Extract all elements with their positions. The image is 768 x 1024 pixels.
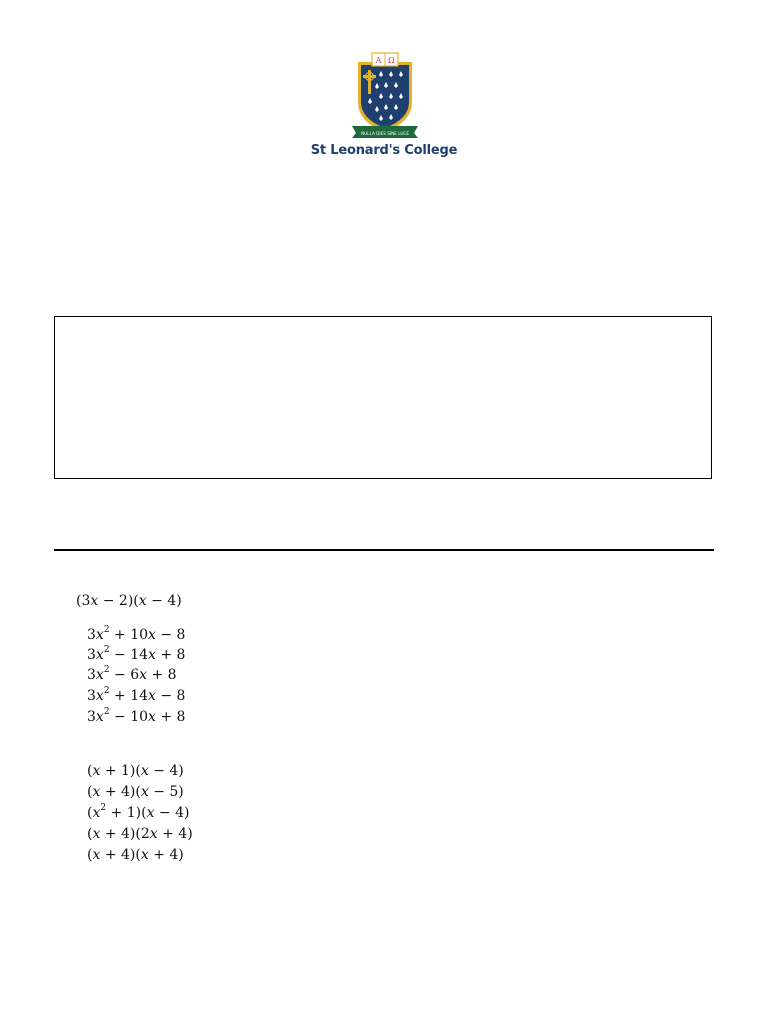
question-2-option[interactable]: $(x^2 + 1)(x - 4)$ [87,803,190,821]
question-2-option[interactable]: (x + 1)(x − 4) [87,763,184,779]
svg-text:NULLA DIES SINE LUCE: NULLA DIES SINE LUCE [360,131,410,136]
question-1-option[interactable]: $3x^2 + 10x - 8$ [87,625,186,643]
svg-text:A: A [375,56,382,65]
question-2-option[interactable]: (x + 4)(2x + 4) [87,826,193,842]
question-1-expression: (3x − 2)(x − 4) [76,593,182,609]
school-name: St Leonard's College [310,143,458,158]
question-1-option[interactable]: $3x^2 + 14x - 8$ [87,686,186,704]
question-1-option[interactable]: $3x^2 - 6x + 8$ [87,665,177,683]
school-crest-icon [352,52,418,138]
question-2-option[interactable]: (x + 4)(x − 5) [87,784,184,800]
instructions-box [54,316,712,479]
question-1-option[interactable]: $3x^2 - 10x + 8$ [87,707,186,725]
question-2-option[interactable]: (x + 4)(x + 4) [87,847,184,863]
section-divider [54,549,714,551]
svg-text:Ω: Ω [388,56,395,65]
question-1-option[interactable]: $3x^2 - 14x + 8$ [87,645,186,663]
